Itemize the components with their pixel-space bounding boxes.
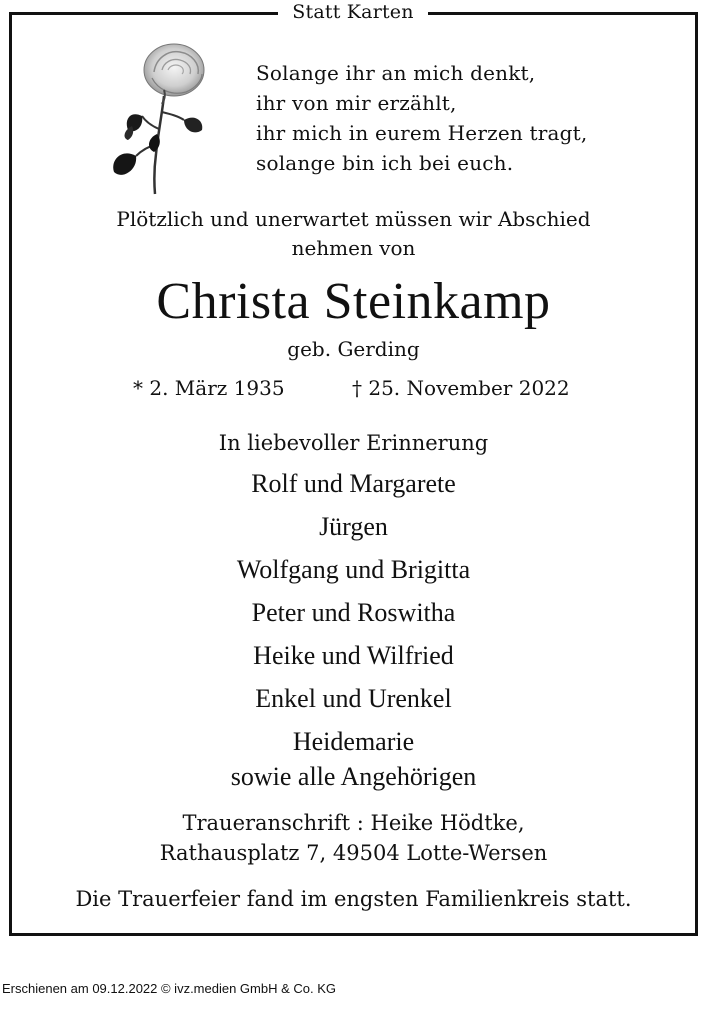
poem-line: ihr mich in eurem Herzen tragt, xyxy=(256,121,588,145)
poem-line: Solange ihr an mich denkt, xyxy=(256,61,536,85)
mourner: Enkel und Urenkel xyxy=(255,684,452,713)
address-line: Rathausplatz 7, 49504 Lotte-Wersen xyxy=(159,841,548,865)
intro-text xyxy=(9,205,698,263)
mourner: Jürgen xyxy=(319,512,388,541)
rose-icon xyxy=(102,34,214,196)
mourner: Heike und Wilfried xyxy=(253,641,454,670)
address-line: Traueranschrift : Heike Hödtke, xyxy=(182,811,525,835)
poem-line: ihr von mir erzählt, xyxy=(256,91,457,115)
mourner: Rolf und Margarete xyxy=(251,469,456,498)
mourner: Wolfgang und Brigitta xyxy=(236,555,471,584)
mourning-address xyxy=(9,808,698,868)
ceremony-note: Die Trauerfeier fand im engsten Familienkreis statt. xyxy=(75,887,632,911)
mourner: Heidemarie xyxy=(292,727,415,756)
intro-line: Plötzlich und unerwartet müssen wir Abschied xyxy=(116,207,591,231)
birth-date: * 2. März 1935 xyxy=(133,376,285,400)
poem xyxy=(256,58,587,178)
deceased-name: Christa Steinkamp xyxy=(156,273,551,330)
mourners-list xyxy=(9,466,698,767)
mourner: Peter und Roswitha xyxy=(251,598,456,627)
header-label: Statt Karten xyxy=(278,0,428,24)
maiden-name: geb. Gerding xyxy=(287,337,420,361)
memory-line: In liebevoller Erinnerung xyxy=(218,431,489,455)
intro-line: nehmen von xyxy=(291,236,416,260)
death-date: † 25. November 2022 xyxy=(352,376,570,400)
family-line: sowie alle Angehörigen xyxy=(230,762,477,791)
publication-footer: Erschienen am 09.12.2022 © ivz.medien GmbH & Co. KG xyxy=(2,981,337,996)
poem-line: solange bin ich bei euch. xyxy=(256,151,514,175)
